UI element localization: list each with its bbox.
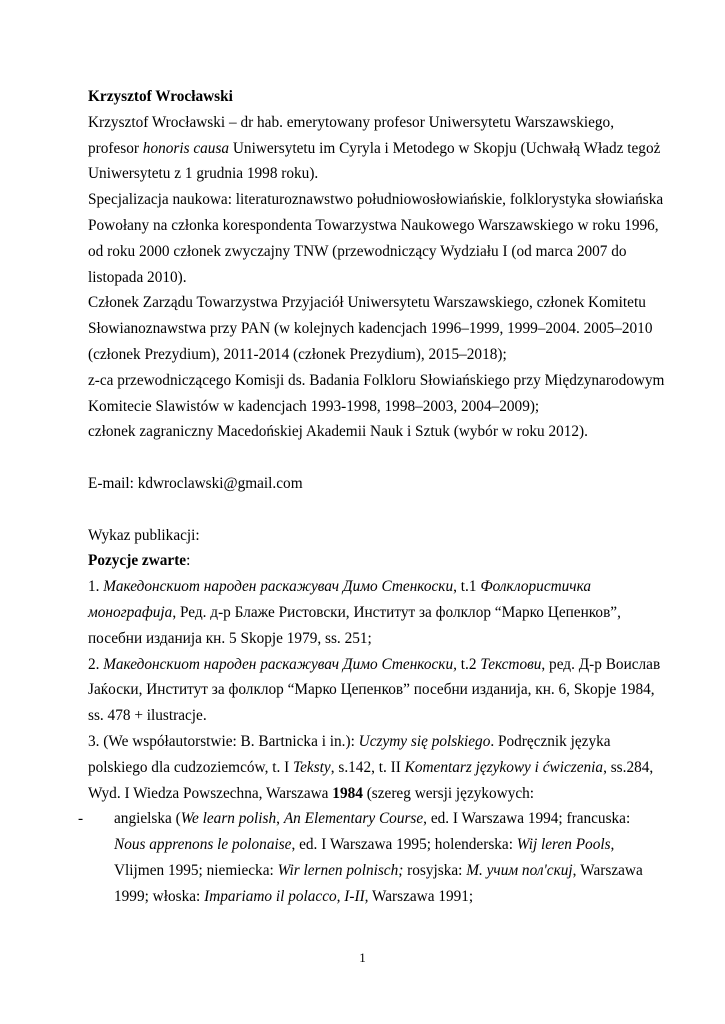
text-run-italic: Nous apprenons le polonaise: [114, 836, 292, 854]
text-run: rosyjska:: [403, 861, 467, 879]
text-run-bold: Pozycje zwarte: [88, 552, 187, 570]
publication-item-3-line: [88, 729, 658, 755]
publication-item-2-line: Јаќоски, Институт за фолклор “Марко Цепенков” посебни изданија, кн. 6, Skopje 1984,: [88, 681, 655, 699]
bio-line: Specjalizacja naukowa: literaturoznawstwo południowosłowiańskie, folklorystyka słowiańska: [88, 191, 664, 209]
text-run: Vlijmen 1995; niemiecka:: [114, 861, 278, 879]
text-run-italic: М. учим пол'скиј: [466, 861, 573, 879]
text-run: :: [186, 552, 191, 570]
text-run-italic: Impariamo il polacco, I-II,: [204, 887, 369, 905]
text-run: Uniwersytetu im Cyryla i Metodego w Skopju (Uchwałą Władz tegoż: [229, 139, 661, 157]
text-run: 1.: [88, 578, 104, 596]
bio-line: Krzysztof Wrocławski – dr hab. emerytowany profesor Uniwersytetu Warszawskiego,: [88, 113, 615, 131]
text-run: t.2: [456, 655, 481, 673]
text-run-italic: Текстови: [480, 655, 542, 673]
language-versions-list-item: [78, 806, 658, 909]
text-run: polskiego dla cudzoziemców, t. I: [88, 758, 294, 776]
text-run: , ed. I Warszawa 1995; holenderska:: [291, 836, 517, 854]
text-run-italic: Фолклористичка: [480, 578, 592, 596]
text-run: Warszawa 1991;: [368, 887, 474, 905]
text-run: , t.1: [453, 578, 481, 596]
bio-line: od roku 2000 członek zwyczajny TNW (przewodniczący Wydziału I (od marca 2007 do: [88, 242, 627, 260]
bio-line: Słowianoznawstwa przy PAN (w kolejnych kadencjach 1996–1999, 1999–2004. 2005–2010: [88, 320, 653, 338]
bio-line: Komitecie Slawistów w kadencjach 1993-1998, 1998–2003, 2004–2009);: [88, 397, 540, 415]
bio-line: członek zagraniczny Macedońskiej Akademii Nauk i Sztuk (wybór w roku 2012).: [88, 423, 588, 441]
document-body: [78, 84, 665, 910]
text-run-italic: Uczymy się polskiego: [358, 732, 491, 750]
bio-line: Członek Zarządu Towarzystwa Przyjaciół Uniwersytetu Warszawskiego, członek Komitetu: [88, 294, 646, 312]
bullet-line: [114, 884, 658, 910]
text-run-italic: We learn polish: [180, 810, 277, 828]
text-run: ,: [276, 810, 284, 828]
text-run: (szereg wersji językowych:: [362, 784, 535, 802]
text-run-italic: An Elementary Course: [283, 810, 424, 828]
publication-item-3-line: [88, 781, 658, 807]
text-run-italic: Wij leren Pools,: [516, 836, 615, 854]
text-run: . Podręcznik języka: [490, 732, 611, 750]
text-run: , ed. I Warszawa 1994; francuska:: [423, 810, 631, 828]
bio-line: (członek Prezydium), 2011-2014 (członek Prezydium), 2015–2018);: [88, 345, 507, 363]
publications-heading: Wykaz publikacji:: [88, 526, 200, 544]
publication-item-1-line: [88, 574, 658, 600]
page-number: 1: [359, 950, 366, 965]
bio-line: Powołany na członka korespondenta Towarzystwa Naukowego Warszawskiego w roku 1996,: [88, 216, 659, 234]
text-run: , ss.284,: [603, 758, 654, 776]
publications-subheading: [88, 548, 658, 574]
bullet-line: [114, 832, 658, 858]
publication-item-1-line: [88, 600, 658, 626]
bullet-line: [114, 806, 658, 832]
text-run: 3. (We współautorstwie: B. Bartnicka i in.):: [88, 732, 359, 750]
author-heading: Krzysztof Wrocławski: [88, 88, 233, 105]
text-run-bold: 1984: [332, 784, 363, 802]
blank-line: [88, 445, 658, 471]
text-run: , s.142, t. II: [330, 758, 405, 776]
text-run: Wyd. I Wiedza Powszechna, Warszawa: [88, 784, 333, 802]
bio-line: [88, 136, 661, 162]
bullet-line: [114, 858, 658, 884]
text-run: 2.: [88, 655, 104, 673]
text-run: , ред. Д-р Воислав: [541, 655, 661, 673]
bio-line: listopada 2010).: [88, 268, 187, 286]
publication-item-1-line: посебни изданија кн. 5 Skopje 1979, ss. 251;: [88, 629, 372, 647]
text-run-italic: Teksty: [293, 758, 331, 776]
text-run-italic: Wir lernen polnisch;: [277, 861, 404, 879]
list-dash: -: [78, 810, 84, 828]
text-run: profesor: [88, 139, 143, 157]
text-run-italic: монографија: [88, 603, 173, 621]
publication-item-2-line: ss. 478 + ilustracje.: [88, 707, 207, 725]
bio-line: z-ca przewodniczącego Komisji ds. Badania Folkloru Słowiańskiego przy Międzynarodowym: [88, 371, 665, 389]
text-run-italic: Македонскиот народен раскажувач Димо Стенкоски,: [103, 655, 457, 673]
text-run-italic: Komentarz językowy i ćwiczenia: [404, 758, 604, 776]
text-run-italic: honoris causa: [142, 139, 230, 157]
text-run: , Warszawa: [572, 861, 643, 879]
email-line: E-mail: kdwroclawski@gmail.com: [88, 474, 303, 492]
text-run: , Ред. д-р Блаже Ристовски, Институт за фолклор “Марко Цепенков”,: [172, 603, 621, 621]
text-run-italic: Македонскиот народен раскажувач Димо Стенкоски: [103, 578, 454, 596]
text-run: angielska (: [114, 810, 181, 828]
publication-item-2-line: [88, 652, 661, 678]
text-run: 1999; włoska:: [114, 887, 205, 905]
blank-line: [88, 497, 658, 523]
publication-item-3-line: [88, 755, 658, 781]
bio-line: Uniwersytetu z 1 grudnia 1998 roku).: [88, 165, 319, 183]
